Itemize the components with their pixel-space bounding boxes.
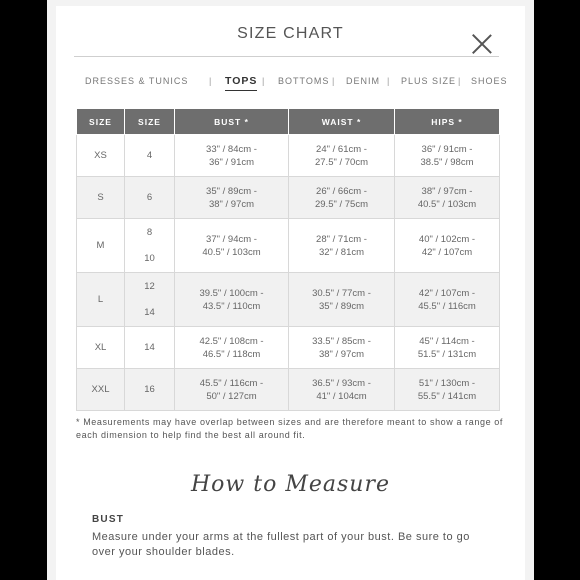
- waist-range: [289, 177, 395, 219]
- bust-heading: BUST: [92, 514, 125, 525]
- header-waist: WAIST *: [289, 109, 395, 135]
- size-number-first: 12: [144, 280, 155, 292]
- bust-range: [175, 219, 289, 273]
- tab-bottoms[interactable]: BOTTOMS: [278, 76, 330, 86]
- range-end: 45.5" / 116cm: [418, 300, 476, 312]
- tab-separator: |: [387, 76, 391, 86]
- hips-range: [395, 219, 500, 273]
- range-start: 51" / 130cm -: [418, 377, 476, 389]
- how-to-measure-title: How to Measure: [191, 472, 390, 497]
- range-start: 36.5" / 93cm -: [312, 377, 371, 389]
- header-size-label: SIZE: [77, 109, 125, 135]
- range-start: 33" / 84cm -: [206, 143, 257, 155]
- range-end: 36" / 91cm: [208, 156, 255, 168]
- range-end: 43.5" / 110cm: [202, 300, 261, 312]
- range-start: 42" / 107cm -: [418, 287, 476, 299]
- range-start: 40" / 102cm -: [418, 233, 476, 245]
- title-divider: [74, 56, 499, 57]
- hips-range: [395, 273, 500, 327]
- tab-separator: |: [262, 76, 266, 86]
- measurement-note: * Measurements may have overlap between sizes and are therefore meant to show a range of each dimension to help find the best all around fit.: [76, 417, 504, 440]
- page-background: [47, 0, 534, 580]
- close-icon[interactable]: [471, 33, 493, 55]
- range-start: 39.5" / 100cm -: [199, 287, 264, 299]
- size-number-second: 10: [144, 252, 155, 264]
- range-start: 45.5" / 116cm -: [199, 377, 264, 389]
- table-row: [77, 327, 500, 369]
- header-size-number: SIZE: [125, 109, 175, 135]
- bust-range: [175, 327, 289, 369]
- hips-range: [395, 327, 500, 369]
- range-end: 29.5" / 75cm: [314, 198, 368, 210]
- waist-range: [289, 369, 395, 411]
- range-end: 32" / 81cm: [318, 246, 365, 258]
- size-number: 4: [125, 135, 175, 177]
- bust-range: [175, 369, 289, 411]
- range-start: 38" / 97cm -: [421, 185, 473, 197]
- range-end: 40.5" / 103cm: [417, 198, 477, 210]
- range-start: 42.5" / 108cm -: [199, 335, 264, 347]
- size-label: XXL: [77, 369, 125, 411]
- bust-instructions: Measure under your arms at the fullest part of your bust. Be sure to go over your shoulder blades.: [92, 531, 470, 558]
- table-row: [77, 135, 500, 177]
- size-label: M: [77, 219, 125, 273]
- range-start: 26" / 66cm -: [316, 185, 367, 197]
- range-end: 35" / 89cm: [318, 300, 365, 312]
- waist-range: [289, 273, 395, 327]
- range-end: 41" / 104cm: [316, 390, 367, 402]
- range-end: 38" / 97cm: [318, 348, 365, 360]
- range-end: 50" / 127cm: [206, 390, 257, 402]
- size-number-second: 14: [144, 306, 155, 318]
- range-end: 51.5" / 131cm: [417, 348, 477, 360]
- range-start: 33.5" / 85cm -: [312, 335, 371, 347]
- range-end: 27.5" / 70cm: [314, 156, 368, 168]
- table-row: [77, 177, 500, 219]
- range-end: 42" / 107cm: [421, 246, 473, 258]
- size-label: S: [77, 177, 125, 219]
- tab-dresses-tunics[interactable]: DRESSES & TUNICS: [85, 76, 189, 86]
- range-end: 46.5" / 118cm: [202, 348, 261, 360]
- bust-range: [175, 135, 289, 177]
- range-end: 55.5" / 141cm: [417, 390, 477, 402]
- table-row: [77, 219, 500, 273]
- size-number: 6: [125, 177, 175, 219]
- size-table: [76, 108, 500, 411]
- header-bust: BUST *: [175, 109, 289, 135]
- waist-range: [289, 135, 395, 177]
- size-label: XS: [77, 135, 125, 177]
- tab-separator: |: [458, 76, 462, 86]
- size-number: [125, 273, 175, 327]
- tab-denim[interactable]: DENIM: [346, 76, 380, 86]
- header-hips: HIPS *: [395, 109, 500, 135]
- table-row: [77, 369, 500, 411]
- bust-range: [175, 273, 289, 327]
- table-header-row: [77, 109, 500, 135]
- category-tabs: [85, 75, 508, 96]
- hips-range: [395, 369, 500, 411]
- size-label: XL: [77, 327, 125, 369]
- tab-separator: |: [209, 76, 213, 86]
- range-start: 37" / 94cm -: [206, 233, 257, 245]
- waist-range: [289, 327, 395, 369]
- hips-range: [395, 177, 500, 219]
- range-end: 38.5" / 98cm: [420, 156, 474, 168]
- size-label: L: [77, 273, 125, 327]
- tab-plus-size[interactable]: PLUS SIZE: [401, 76, 457, 86]
- size-number: 14: [125, 327, 175, 369]
- size-chart-modal: [56, 6, 525, 580]
- tab-tops[interactable]: TOPS: [225, 75, 257, 91]
- hips-range: [395, 135, 500, 177]
- range-start: 35" / 89cm -: [206, 185, 257, 197]
- range-end: 38" / 97cm: [208, 198, 255, 210]
- bust-range: [175, 177, 289, 219]
- range-start: 36" / 91cm -: [421, 143, 473, 155]
- size-number: [125, 219, 175, 273]
- tab-shoes[interactable]: SHOES: [471, 76, 508, 86]
- range-start: 30.5" / 77cm -: [312, 287, 371, 299]
- range-start: 28" / 71cm -: [316, 233, 367, 245]
- modal-title: SIZE CHART: [237, 25, 344, 42]
- range-end: 40.5" / 103cm: [202, 246, 261, 258]
- size-number-first: 8: [146, 226, 153, 238]
- tab-separator: |: [332, 76, 336, 86]
- waist-range: [289, 219, 395, 273]
- range-start: 45" / 114cm -: [419, 335, 475, 347]
- range-start: 24" / 61cm -: [316, 143, 367, 155]
- size-number: 16: [125, 369, 175, 411]
- table-row: [77, 273, 500, 327]
